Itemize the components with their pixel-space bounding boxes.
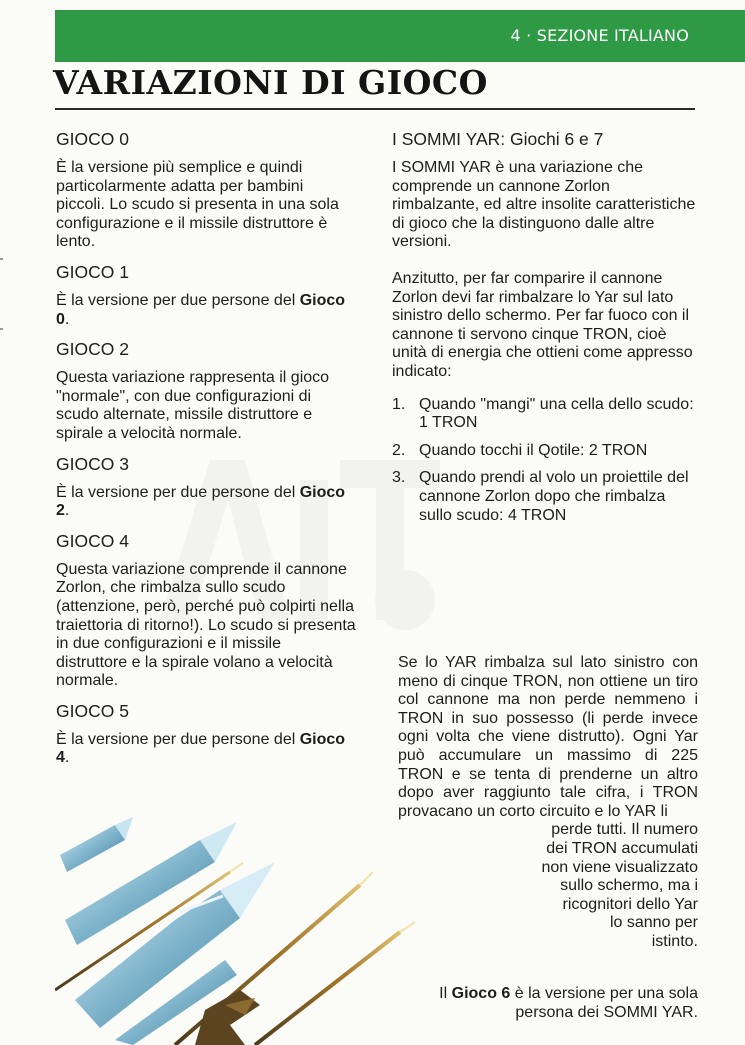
gioco-4-text: Questa variazione comprende il cannone Zorlon, che rimbalza sullo scudo (attenzione, però, perché può colpirti nella traiettoria di ritorno!). Lo scudo si presenta in due configurazioni e il missile distruttore e la spirale volano a velocità normale. [56, 560, 356, 690]
tron-rules-paragraph [398, 654, 698, 952]
gioco-3-text [56, 484, 356, 521]
tron-rules-line: perde tutti. Il numero [551, 821, 698, 839]
gioco-1-heading: GIOCO 1 [56, 261, 129, 282]
gioco-5-heading: GIOCO 5 [56, 700, 129, 721]
list-item [392, 396, 697, 433]
gioco-6-prefix: Il [439, 985, 448, 1002]
tron-rules-line: dei TRON accumulati [546, 839, 698, 857]
projectiles-illustration [55, 800, 435, 1045]
sommi-yar-heading: I SOMMI YAR: Giochi 6 e 7 [392, 129, 604, 149]
tron-list [392, 396, 697, 526]
blue-projectile-1 [60, 817, 133, 872]
gioco-2-heading: GIOCO 2 [56, 339, 129, 360]
gioco-6-paragraph [420, 985, 698, 1022]
gioco-6-text: è la versione per una sola persona dei SOMMI YAR. [514, 985, 698, 1021]
tron-rules-justified: Se lo YAR rimbalza sul lato sinistro con meno di cinque TRON, non ottiene un tiro col cannone ma non perde nemmeno i TRON in suo possesso (li perde invece ogni volta che viene distrutto). Ogni Yar può accumulare un massimo di 225 TRON e se tenta di prenderne un altro dopo aver raggiunto tale cifra, i TRON provacano un corto circuito e lo YAR li [398, 654, 698, 820]
list-item-text: Quando "mangi" una cella dello scudo: 1 TRON [419, 395, 694, 432]
right-column [392, 128, 697, 534]
impact-splash [195, 990, 260, 1045]
gioco-1-text-body: È la versione per due persone del [56, 291, 296, 309]
sommi-yar-intro: I SOMMI YAR è una variazione che comprende un cannone Zorlon rimbalzante, ed altre insolite caratteristiche di gioco che la distinguono dalle altre versioni. [392, 159, 696, 251]
tron-rules-line: ricognitori dello Yar [562, 895, 698, 913]
list-number: 2. [392, 441, 406, 459]
tron-rules-line: lo sanno per [609, 914, 698, 932]
list-item-text: Quando tocchi il Qotile: 2 TRON [419, 441, 648, 459]
tron-rules-line: sullo schermo, ma i [560, 877, 698, 895]
left-column [56, 128, 356, 777]
gioco-1-ref: Gioco 0 [56, 291, 346, 328]
tron-rules-line: non viene visualizzato [541, 858, 698, 876]
section-label: 4 · SEZIONE ITALIANO [510, 26, 689, 45]
gioco-5-text-body: È la versione per due persone del [56, 730, 296, 748]
gioco-1-text [56, 292, 356, 329]
sommi-yar-cannon-text: Anzitutto, per far comparire il cannone Zorlon devi far rimbalzare lo Yar sul lato sinistro dello schermo. Per far fuoco con il cannone ti servono cinque TRON, cioè unità di energia che ottieni come appresso indicato: [392, 269, 693, 380]
list-number: 3. [392, 469, 406, 487]
gioco-6-ref: Gioco 6 [451, 985, 511, 1002]
gioco-4-heading: GIOCO 4 [56, 530, 129, 551]
gioco-3-text-body: È la versione per due persone del [56, 483, 296, 501]
tron-rules-line: istinto. [651, 932, 698, 950]
gioco-3-text-end: . [64, 502, 70, 520]
list-item [392, 469, 697, 525]
gioco-5-ref: Gioco 4 [56, 730, 346, 767]
margin-mark [0, 328, 3, 330]
gioco-3-heading: GIOCO 3 [56, 453, 129, 474]
list-item-text: Quando prendi al volo un proiettile del cannone Zorlon dopo che rimbalza sullo scudo: 4 TRON [419, 469, 689, 524]
gioco-5-text [56, 731, 356, 768]
gioco-0-text: È la versione più semplice e quindi particolarmente adatta per bambini piccoli. Lo scudo si presenta in una sola configurazione e il missile distruttore è lento. [56, 159, 339, 251]
gioco-5-text-end: . [64, 749, 70, 767]
page-title: VARIAZIONI DI GIOCO [53, 63, 488, 102]
list-number: 1. [392, 395, 406, 413]
title-divider [55, 108, 695, 110]
list-item [392, 442, 697, 461]
margin-mark [0, 258, 3, 260]
gioco-2-text: Questa variazione rappresenta il gioco "normale", con due configurazioni di scudo alternate, missile distruttore e spirale a velocità normale. [56, 369, 330, 442]
gioco-0-heading: GIOCO 0 [56, 129, 129, 149]
gioco-3-ref: Gioco 2 [56, 483, 346, 520]
gioco-1-text-end: . [64, 310, 70, 328]
